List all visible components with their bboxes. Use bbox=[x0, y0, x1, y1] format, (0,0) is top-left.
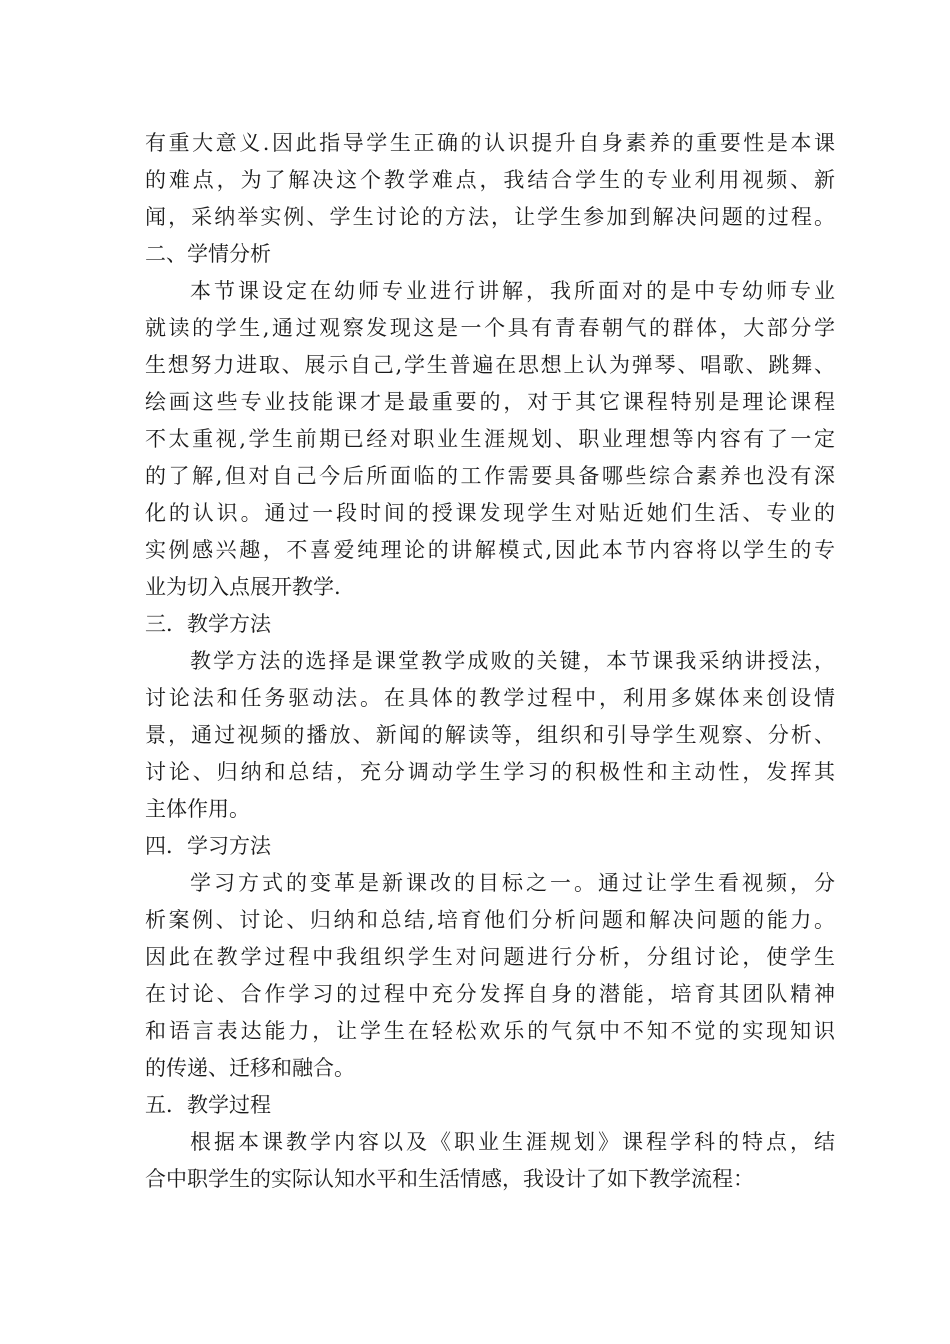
text-line: 业为切入点展开教学. bbox=[145, 575, 341, 599]
text-line: 教学方法的选择是课堂教学成败的关键，本节课我采纳讲授法， bbox=[190, 649, 835, 673]
text-line: 的了解,但对自己今后所面临的工作需要具备哪些综合素养也没有深 bbox=[145, 464, 835, 488]
paragraph-teaching-method bbox=[145, 643, 835, 828]
document-body bbox=[145, 125, 835, 1198]
text-line: 实例感兴趣，不喜爱纯理论的讲解模式,因此本节内容将以学生的专 bbox=[145, 538, 835, 562]
text-line: 不太重视,学生前期已经对职业生涯规划、职业理想等内容有了一定 bbox=[145, 427, 835, 451]
text-line: 学习方式的变革是新课改的目标之一。通过让学生看视频，分 bbox=[190, 871, 835, 895]
text-line: 合中职学生的实际认知水平和生活情感，我设计了如下教学流程： bbox=[145, 1167, 754, 1191]
text-line: 就读的学生,通过观察发现这是一个具有青春朝气的群体，大部分学 bbox=[145, 316, 835, 340]
text-line: 和语言表达能力，让学生在轻松欢乐的气氛中不知不觉的实现知识 bbox=[145, 1019, 835, 1043]
text-line: 闻，采纳举实例、学生讨论的方法，让学生参加到解决问题的过程。 bbox=[145, 205, 835, 229]
text-line: 因此在教学过程中我组织学生对问题进行分析，分组讨论，使学生 bbox=[145, 945, 835, 969]
text-line: 生想努力进取、展示自己,学生普遍在思想上认为弹琴、唱歌、跳舞、 bbox=[145, 353, 835, 377]
text-line: 析案例、讨论、归纳和总结,培育他们分析问题和解决问题的能力。 bbox=[145, 908, 835, 932]
section-heading: 四．学习方法 bbox=[145, 834, 271, 858]
text-line: 的传递、迁移和融合。 bbox=[145, 1056, 355, 1080]
section-heading: 三．教学方法 bbox=[145, 612, 271, 636]
text-line: 本节课设定在幼师专业进行讲解，我所面对的是中专幼师专业 bbox=[190, 279, 835, 303]
section-heading: 二、学情分析 bbox=[145, 242, 271, 266]
paragraph-teaching-process bbox=[145, 1124, 835, 1198]
text-line: 在讨论、合作学习的过程中充分发挥自身的潜能，培育其团队精神 bbox=[145, 982, 835, 1006]
text-line: 根据本课教学内容以及《职业生涯规划》课程学科的特点，结 bbox=[190, 1130, 835, 1154]
text-line: 讨论、归纳和总结，充分调动学生学习的积极性和主动性，发挥其 bbox=[145, 760, 835, 784]
text-line: 主体作用。 bbox=[145, 797, 250, 821]
text-line: 有重大意义.因此指导学生正确的认识提升自身素养的重要性是本课 bbox=[145, 131, 835, 155]
paragraph-intro bbox=[145, 125, 835, 236]
text-line: 的难点，为了解决这个教学难点，我结合学生的专业利用视频、新 bbox=[145, 168, 835, 192]
section-heading: 五．教学过程 bbox=[145, 1093, 271, 1117]
text-line: 绘画这些专业技能课才是最重要的，对于其它课程特别是理论课程 bbox=[145, 390, 835, 414]
paragraph-learning-method bbox=[145, 865, 835, 1087]
text-line: 讨论法和任务驱动法。在具体的教学过程中，利用多媒体来创设情 bbox=[145, 686, 835, 710]
paragraph-student-analysis bbox=[145, 273, 835, 606]
text-line: 景，通过视频的播放、新闻的解读等，组织和引导学生观察、分析、 bbox=[145, 723, 835, 747]
text-line: 化的认识。通过一段时间的授课发现学生对贴近她们生活、专业的 bbox=[145, 501, 835, 525]
